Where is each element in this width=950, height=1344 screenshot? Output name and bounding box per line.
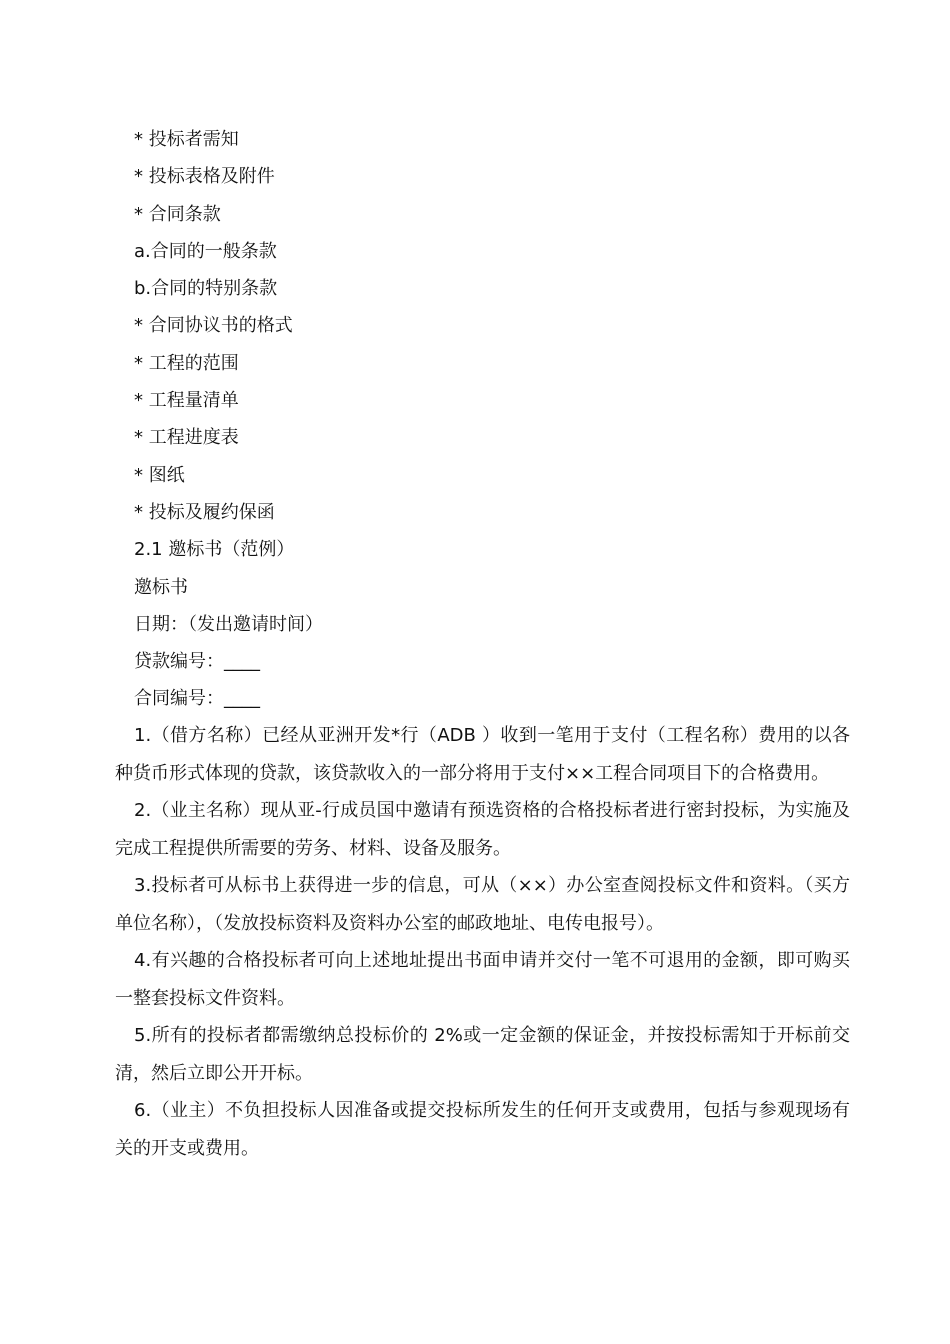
loan-number-line: 贷款编号：____ [134, 651, 260, 673]
paragraph-5: 5.所有的投标者都需缴纳总投标价的 2%或一定金额的保证金，并按投标需知于开标前交清，然后立即公开开标。 [115, 1025, 850, 1084]
outline-item: * 工程进度表 [134, 427, 239, 449]
outline-item: * 投标者需知 [134, 129, 239, 150]
document-title: 邀标书 [134, 576, 188, 598]
paragraph-3: 3.投标者可从标书上获得进一步的信息，可从（××）办公室查阅投标文件和资料。（买方单位名称），（发放投标资料及资料办公室的邮政地址、电传电报号）。 [115, 875, 850, 934]
outline-item: * 投标及履约保函 [134, 501, 275, 523]
section-heading: 2.1 邀标书（范例） [134, 539, 295, 561]
outline-list [134, 121, 854, 718]
paragraph-2: 2.（业主名称）现从亚-行成员国中邀请有预选资格的合格投标者进行密封投标，为实施及完成工程提供所需要的劳务、材料、设备及服务。 [115, 800, 850, 859]
body-paragraphs [115, 717, 850, 1167]
outline-item: * 图纸 [134, 464, 185, 486]
outline-item: * 投标表格及附件 [134, 166, 275, 188]
paragraph-4: 4.有兴趣的合格投标者可向上述地址提出书面申请并交付一笔不可退用的金额，即可购买一整套投标文件资料。 [115, 950, 850, 1009]
paragraph-1: 1.（借方名称）已经从亚洲开发*行（ADB ）收到一笔用于支付（工程名称）费用的以各种货币形式体现的贷款，该贷款收入的一部分将用于支付××工程合同项目下的合格费用。 [115, 725, 850, 784]
outline-item: * 合同条款 [134, 203, 221, 225]
outline-item: b.合同的特别条款 [134, 278, 278, 300]
outline-item: a.合同的一般条款 [134, 240, 277, 262]
outline-item: * 合同协议书的格式 [134, 315, 293, 337]
date-line: 日期：（发出邀请时间） [134, 613, 323, 635]
paragraph-6: 6.（业主）不负担投标人因准备或提交投标所发生的任何开支或费用，包括与参观现场有关的开支或费用。 [115, 1100, 850, 1159]
outline-item: * 工程的范围 [134, 352, 239, 374]
outline-item: * 工程量清单 [134, 390, 239, 412]
contract-number-line: 合同编号：____ [134, 688, 260, 710]
